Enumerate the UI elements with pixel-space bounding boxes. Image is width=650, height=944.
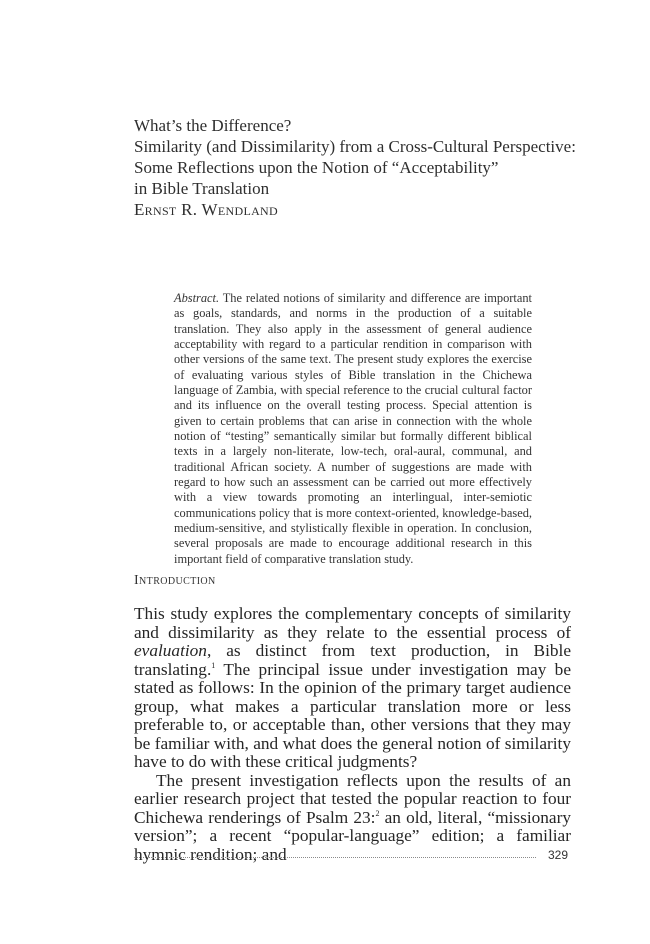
author-name: Ernst R. Wendland [134,200,278,219]
paragraph [134,772,571,865]
footnote-marker[interactable]: 1 [211,660,216,670]
title-line: in Bible Translation [134,179,270,198]
paragraph-text: , as distinct from text production, in Bible translating. [134,641,571,679]
article-title-block [134,115,594,220]
paragraph-text: an old, literal, “missionary version”; a recent “popular-language” edition; a familiar hymnic rendition; and [134,807,571,864]
footer-rule [134,857,536,858]
footnote-marker[interactable]: 2 [375,808,380,818]
abstract-label: Abstract. [174,291,220,305]
emphasis-text: evaluation [134,641,207,660]
title-line: Some Reflections upon the Notion of “Acceptability” [134,158,499,177]
abstract-text: The related notions of similarity and difference are important as goals, standards, and norms in the production of a suitable translation. They also apply in the assessment of general audience acceptability with regard to a particular rendition in comparison with other versions of the same text. The present study explores the exercise of evaluating various styles of Bible translation in the Chichewa language of Zambia, with special reference to the crucial cultural factor and its influence on the overall testing process. Special attention is given to certain problems that can arise in connection with the whole notion of “testing” semantically similar but formally different biblical texts in a largely non-literate, low-tech, oral-aural, communal, and traditional African society. A number of suggestions are made with regard to how such an assessment can be carried out more effectively with a view towards promoting an interlingual, inter-semiotic communications policy that is more context-oriented, knowledge-based, medium-sensitive, and stylistically flexible in operation. In conclusion, several proposals are made to encourage additional research in this important field of comparative translation study. [174,291,532,566]
paragraph-text: This study explores the complementary concepts of similarity and dissimilarity as they relate to the essential process of [134,604,571,642]
title-line: What’s the Difference? [134,116,292,135]
section-heading: Introduction [134,573,216,588]
paragraph [134,605,571,772]
page-number: 329 [548,848,569,862]
title-line: Similarity (and Dissimilarity) from a Cross-Cultural Perspective: [134,137,576,156]
paragraph-text: The principal issue under investigation may be stated as follows: In the opinion of the primary target audience group, what makes a particular translation more or less preferable to, or acceptable than, other versions that they may be familiar with, and what does the general notion of similarity have to do with these critical judgments? [134,659,571,771]
paragraph-text: The present investigation reflects upon the results of an earlier research project that tested the popular reaction to four Chichewa renderings of Psalm 23: [134,770,571,827]
body-text [134,605,571,864]
abstract [174,291,532,567]
